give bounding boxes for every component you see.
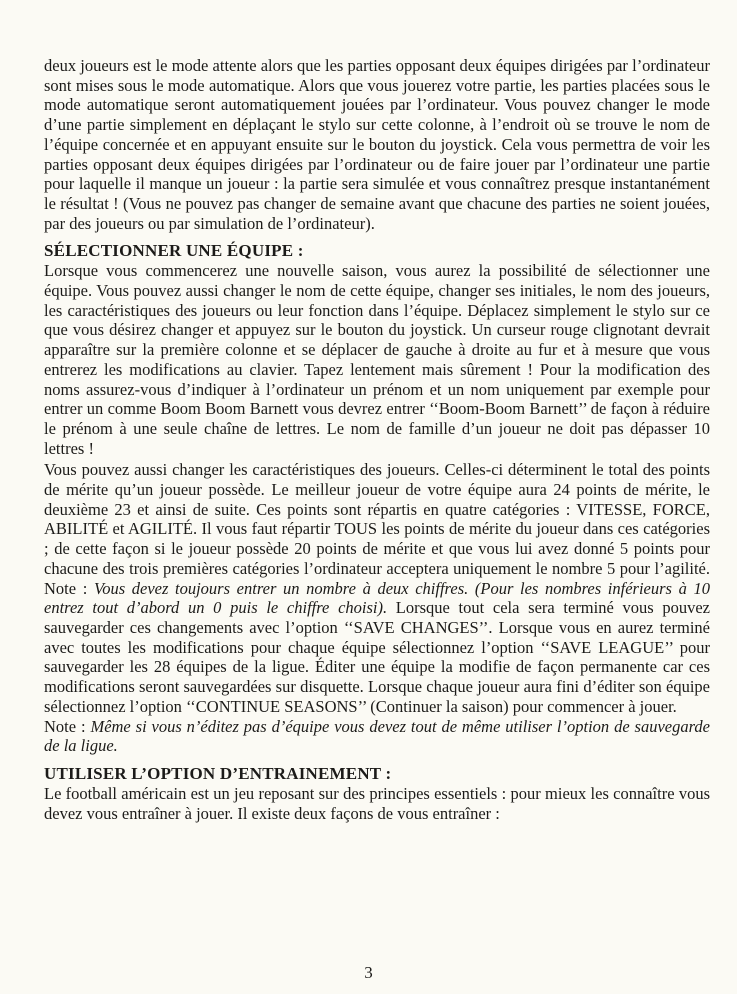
- paragraph-selection-equipe: Lorsque vous commencerez une nouvelle saison, vous aurez la possibilité de sélectionner une équipe. Vous pouvez aussi changer le nom de cette équipe, changer ses initiales, le nom des joueurs, les caractéristiques des joueurs ou leur fonction dans l’équipe. Déplacez simplement le stylo sur ce que vous désirez changer et appuyez sur le bouton du joystick. Un curseur rouge clignotant devrait apparaître sur la première colonne et se déplacer de gauche à droite au fur et à mesure que vous entrerez les modifications au clavier. Tapez lentement mais sûrement ! Pour la modification des noms assurez-vous d’indiquer à l’ordinateur un prénom et un nom uniquement par exemple pour entrer un comme Boom Boom Barnett vous devrez entrer ‘‘Boom-Boom Barnett’’ de façon à réduire le prénom à une seule chaîne de lettres. Le nom de famille d’un joueur ne doit pas dépasser 10 lettres !: [44, 261, 710, 458]
- note-sauvegarde-italic: Même si vous n’éditez pas d’équipe vous devez tout de même utiliser l’option de sauvegarde de la ligue.: [44, 716, 710, 756]
- paragraph-entrainement: Le football américain est un jeu reposant sur des principes essentiels : pour mieux les connaître vous devez vous entraîner à jouer. Il existe deux façons de vous entraîner :: [44, 783, 710, 823]
- note-italic: Vous devez toujours entrer un nombre à deux chiffres. (Pour les nombres inférieurs à 10 entrez tout d’abord un 0 puis le chiffre choisi).: [44, 578, 710, 618]
- note-label: Note :: [44, 716, 91, 736]
- document-body: [44, 56, 710, 823]
- paragraph-mode-automatique: deux joueurs est le mode attente alors que les parties opposant deux équipes dirigées par l’ordinateur sont mises sous le mode automatique. Alors que vous jouerez votre partie, les parties placées sous le mode automatique seront automatiquement jouées par l’ordinateur. Vous pouvez changer le mode d’une partie simplement en déplaçant le stylo sur cette colonne, à l’endroit où se trouve le nom de l’équipe concernée et en appuyant ensuite sur le bouton du joystick. Cela vous permettra de voir les parties opposant deux équipes dirigées par l’ordinateur ou de faire jouer par l’ordinateur une partie pour laquelle il manque un joueur : la partie sera simulée et vous connaîtrez presque instantanément le résultat ! (Vous ne pouvez pas changer de semaine avant que chacune des parties ne soient jouées, par des joueurs ou par simulation de l’ordinateur).: [44, 56, 710, 233]
- page-number: 3: [364, 963, 373, 982]
- caracteristiques-text: Vous pouvez aussi changer les caractéristiques des joueurs. Celles-ci déterminent le total des points de mérite qu’un joueur possède. Le meilleur joueur de votre équipe aura 24 points de mérite, le deuxième 23 et ainsi de suite. Ces points sont répartis en quatre catégories : VITESSE, FORCE, ABILITÉ et AGILITÉ. Il vous faut répartir TOUS les points de mérite du joueur dans ces catégories ; de cette façon si le joueur possède 20 points de mérite et que vous lui avez donné 5 points pour chacune des trois premières catégories l’ordinateur acceptera uniquement le nombre 5 pour l’agilité. Note :: [44, 460, 710, 598]
- paragraph-note-sauvegarde: [44, 717, 710, 756]
- heading-selectionner-equipe: SÉLECTIONNER UNE ÉQUIPE :: [44, 241, 304, 261]
- heading-option-entrainement: UTILISER L’OPTION D’ENTRAINEMENT :: [44, 763, 392, 783]
- paragraph-caracteristiques: [44, 460, 710, 716]
- sauvegarde-text: Lorsque tout cela sera terminé vous pouvez sauvegarder ces changements avec l’option ‘‘SAVE CHANGES’’. Lorsque vous en aurez terminé avec toutes les modifications pour chaque équipe sélectionnez l’option ‘‘SAVE LEAGUE’’ pour sauvegarder les 28 équipes de la ligue. Éditer une équipe la modifie de façon permanente car ces modifications seront sauvegardées sur disquette. Lorsque chaque joueur aura fini d’éditer son équipe sélectionnez l’option ‘‘CONTINUE SEASONS’’ (Continuer la saison) pour commencer à jouer.: [44, 598, 710, 716]
